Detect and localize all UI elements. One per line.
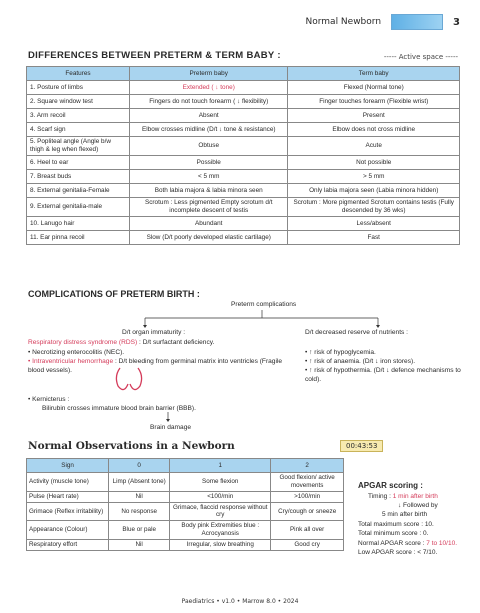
apgar-title: APGAR scoring : [358, 481, 423, 490]
term-cell: Scrotum : More pigmented Scrotum contains testis (Fully descended by 36 wks) [288, 198, 460, 217]
ivh-line [28, 358, 298, 376]
score1-cell: Some flexion [170, 473, 271, 492]
preterm-cell: Slow (D/t poorly developed elastic cartilage) [130, 231, 288, 245]
apgar-low: Low APGAR score : < 7/10. [358, 549, 438, 557]
column-header: 1 [170, 459, 271, 473]
score0-cell: Blue or pale [109, 521, 170, 540]
term-cell: > 5 mm [288, 170, 460, 184]
nec-line: • Necrotizing enterocolitis (NEC). [28, 349, 125, 356]
apgar-normal-label: Normal APGAR score : [358, 539, 427, 547]
term-cell: Flexed (Normal tone) [288, 81, 460, 95]
sign-cell: Respiratory effort [27, 540, 109, 551]
feature-cell: 1. Posture of limbs [27, 81, 130, 95]
rds-term: Respiratory distress syndrome (RDS) [28, 339, 138, 346]
apgar-notes [358, 480, 457, 558]
preterm-cell: Both labia majora & labia minora seen [130, 184, 288, 198]
table-header-row [27, 459, 344, 473]
sign-cell: Activity (muscle tone) [27, 473, 109, 492]
feature-cell: 4. Scarf sign [27, 123, 130, 137]
preterm-cell: Elbow crosses midline (D/t ↓ tone & resistance) [130, 123, 288, 137]
score2-cell: Good cry [271, 540, 344, 551]
sign-cell: Pulse (Heart rate) [27, 491, 109, 502]
score2-cell: >100/min [271, 491, 344, 502]
score1-cell: Irregular, slow breathing [170, 540, 271, 551]
right-item: • ↑ risk of anaemia. (D/t ↓ iron stores). [305, 358, 416, 365]
right-item: • ↑ risk of hypoglycemia. [305, 349, 376, 356]
apgar-table [26, 458, 344, 551]
header-title: Normal Newborn [305, 17, 382, 27]
kernicterus-desc: Bilirubin crosses immature blood brain barrier (BBB). [42, 405, 196, 412]
arrow-head-right [376, 325, 380, 328]
score0-cell: Limp (Absent tone) [109, 473, 170, 492]
preterm-cell: Fingers do not touch forearm ( ↓ flexibility) [130, 95, 288, 109]
timer-badge: 00:43:53 [340, 440, 383, 452]
section-title-differences: DIFFERENCES BETWEEN PRETERM & TERM BABY : [28, 50, 281, 61]
page-footer: Paediatrics • v1.0 • Marrow 8.0 • 2024 [181, 598, 299, 605]
table-row [27, 502, 344, 521]
score1-cell: Body pink Extremities blue : Acrocyanosis [170, 521, 271, 540]
right-branch-head: D/t decreased reserve of nutrients : [305, 329, 408, 336]
apgar-max: Total maximum score : 10. [358, 520, 434, 528]
score0-cell: No response [109, 502, 170, 521]
apgar-five-min: 5 min after birth [382, 511, 428, 519]
score0-cell: Nil [109, 491, 170, 502]
column-header: Features [27, 67, 130, 81]
term-cell: Fast [288, 231, 460, 245]
term-cell: Present [288, 109, 460, 123]
apgar-timing [358, 492, 457, 501]
score0-cell: Nil [109, 540, 170, 551]
apgar-normal-value: 7 to 10/10. [426, 539, 458, 547]
term-cell: Acute [288, 137, 460, 156]
feature-cell: 10. Lanugo hair [27, 217, 130, 231]
table-row [27, 540, 344, 551]
term-cell: Elbow does not cross midline [288, 123, 460, 137]
score2-cell: Good flexion/ active movements [271, 473, 344, 492]
column-header: Term baby [288, 67, 460, 81]
left-branch-head: D/t organ immaturity : [122, 329, 186, 336]
arrow-head-left [143, 325, 147, 328]
feature-cell: 5. Popliteal angle (Angle b/w thigh & leg when flexed) [27, 137, 130, 156]
kernicterus-result: Brain damage [150, 424, 192, 431]
section-title-complications: COMPLICATIONS OF PRETERM BIRTH : [28, 289, 200, 299]
apgar-normal [358, 539, 457, 548]
apgar-timing-value: 1 min after birth [392, 492, 438, 500]
ivh-term: • Intraventricular hemorrhage [28, 358, 114, 365]
feature-cell: 3. Arm recoil [27, 109, 130, 123]
feature-cell: 8. External genitalia-Female [27, 184, 130, 198]
apgar-followed: ↓ Followed by [398, 502, 438, 510]
feature-cell: 11. Ear pinna recoil [27, 231, 130, 245]
feature-cell: 9. External genitalia-male [27, 198, 130, 217]
sign-cell: Appearance (Colour) [27, 521, 109, 540]
column-header: Preterm baby [130, 67, 288, 81]
score2-cell: Cry/cough or sneeze [271, 502, 344, 521]
kernicterus-head: • Kernicterus : [28, 396, 70, 403]
column-header: Sign [27, 459, 109, 473]
arrow-head-kernicterus [166, 419, 170, 422]
feature-cell: 6. Heel to ear [27, 156, 130, 170]
active-space-label: ----- Active space ----- [383, 53, 458, 61]
score1-cell: Grimace, flaccid response without cry [170, 502, 271, 521]
preterm-cell: Obtuse [130, 137, 288, 156]
page-number: 3 [453, 16, 460, 28]
apgar-timing-label: Timing : [368, 492, 393, 500]
table-row [27, 491, 344, 502]
right-item: • ↑ risk of hypothermia. (D/t ↓ defence mechanisms to cold). [305, 367, 461, 383]
preterm-cell: Scrotum : Less pigmented Empty scrotum d/t incomplete descent of testis [130, 198, 288, 217]
preterm-cell: Abundant [130, 217, 288, 231]
score1-cell: <100/min [170, 491, 271, 502]
rds-line [28, 339, 298, 348]
ivh-cause: : D/t bleeding from germinal matrix into ventricles (Fragile blood vessels). [28, 358, 283, 374]
feature-cell: 2. Square window test [27, 95, 130, 109]
preterm-cell: Extended ( ↓ tone) [130, 81, 288, 95]
feature-cell: 7. Breast buds [27, 170, 130, 184]
sign-cell: Grimace (Reflex irritability) [27, 502, 109, 521]
section-title-observations: Normal Observations in a Newborn [28, 440, 235, 452]
column-header: 2 [271, 459, 344, 473]
apgar-min: Total minimum score : 0. [358, 530, 429, 538]
table-row [27, 521, 344, 540]
preterm-cell: Absent [130, 109, 288, 123]
preterm-cell: < 5 mm [130, 170, 288, 184]
score2-cell: Pink all over [271, 521, 344, 540]
rds-cause: : D/t surfactant deficiency. [137, 339, 215, 346]
term-cell: Less/absent [288, 217, 460, 231]
diagram-root: Preterm complications [231, 301, 297, 308]
column-header: 0 [109, 459, 170, 473]
term-cell: Only labia majora seen (Labia minora hidden) [288, 184, 460, 198]
term-cell: Not possible [288, 156, 460, 170]
term-cell: Finger touches forearm (Flexible wrist) [288, 95, 460, 109]
preterm-cell: Possible [130, 156, 288, 170]
table-row [27, 473, 344, 492]
